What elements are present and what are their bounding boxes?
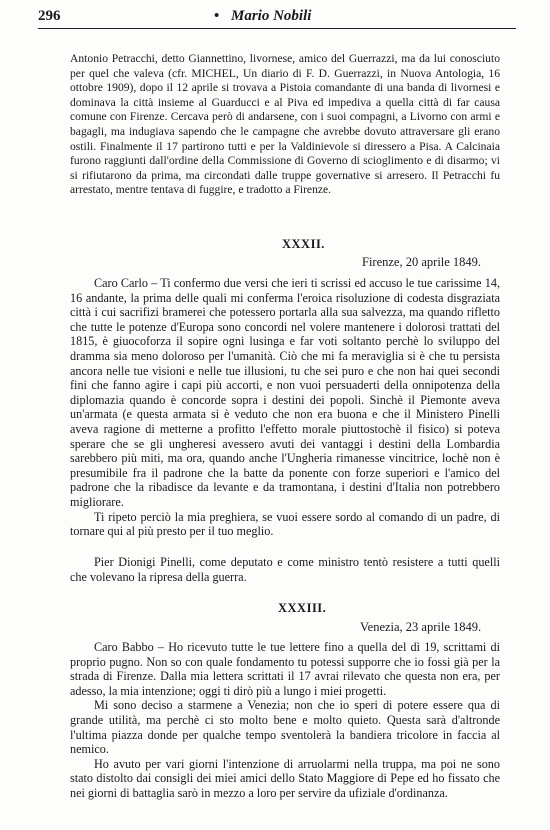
interlude-paragraph: Pier Dionigi Pinelli, come deputato e come ministro tentò resistere a tutti quelli che volevano la ripresa della guerra.: [70, 555, 500, 584]
page-number: 296: [38, 8, 61, 24]
page-header: [38, 6, 516, 29]
letter-number: XXXII.: [282, 237, 325, 251]
footnote-paragraph: Antonio Petracchi, detto Giannettino, livornese, amico del Guerrazzi, ma da lui conosciuto per quel che valeva (cfr. MICHEL, Un diario di F. D. Guerrazzi, in Nuova Antologia, 16 ottobre 1909), dopo il 12 aprile si trovava a Pistoia comandante di una banda di livornesi e dominava la città insieme al Guarducci e al Piva ed impediva a quella città di far causa comune con Firenze. Cercava però di andarsene, con i suoi compagni, a Livorno con armi e bagagli, ma indugiava sapendo che le campagne che avrebbe dovuto attraversare gli erano ostili. Finalmente il 17 partirono tutti e per la Valdinievole si diressero a Pisa. A Calcinaia furono raggiunti dall'ordine della Commissione di Governo di scioglimento e di disarmo; vi si rifiutarono da prima, ma circondati dalle truppe governative si arresero. Il Petracchi fu arrestato, mentre tentava di fuggire, e tradotto a Firenze.: [70, 52, 500, 197]
footnote-block: [70, 52, 500, 198]
header-bullet: •: [214, 8, 220, 24]
letter-paragraph: Caro Carlo – Ti confermo due versi che ieri ti scrissi ed accuso le tue carissime 14, 16 andante, la prima delle quali mi conferma l'eroica risoluzione di codesta disgraziata città i cui sacrifizi bramerei che potessero portarla alla sua salvezza, ma quando rifletto che tutte le potenze d'Europa sono concordi nel volere mantenere i dolorosi trattati del 1815, è giuocoforza il sopire ogni lusinga e far voti soltanto perchè lo sviluppo del dramma sia meno doloroso per l'umanità. Ciò che mi fa meraviglia si è che tu persista ancora nelle tue visioni e nelle tue illusioni, tu che sei puro e che non hai quei secondi fini che fanno agire i capi più accorti, e non vuoi persuaderti della onnipotenza della diplomazia quando è concorde sopra i destini dei popoli. Sinchè il Piemonte aveva un'armata (e questa armata si è veduto che non era buona e che il Ministero Pinelli aveva ragione di metterne a profitto l'effetto morale piuttostochè il fisico) si poteva sperare che se gli ungheresi avessero avuti dei vantaggi i destini della Lombardia sarebbero più miti, ma ora, quando anche l'Ungheria rimanesse vincitrice, lochè non è presumibile fra il padrone che la batte da ponente con forze superiori e l'amico del padrone che la ribadisce da levante e da tramontana, i destini d'Italia non potrebbero migliorare.: [70, 276, 500, 509]
letter-number: XXXIII.: [278, 601, 327, 615]
letter-body: [70, 640, 500, 801]
letter-paragraph: Caro Babbo – Ho ricevuto tutte le tue lettere fino a quella del dì 19, scrittami di proprio pugno. Non so con quale fondamento tu potessi supporre che io fossi già per la strada di Firenze. Dalla mia lettera scrittati il 17 avrai rilevato che questa non era, per adesso, la mia intenzione; oggi ti dirò più a lungo i miei progetti.: [70, 640, 500, 698]
letter-paragraph: Ho avuto per vari giorni l'intenzione di arruolarmi nella truppa, ma poi ne sono stato distolto dai consigli dei miei amici dello Stato Maggiore di Pepe ed ho fissato che nei giorni di battaglia sarò in mezzo a loro per servire da ufiziale d'ordinanza.: [70, 756, 500, 800]
letter-dateline: Firenze, 20 aprile 1849.: [362, 255, 482, 269]
letter-body: [70, 276, 500, 539]
letter-paragraph: Mi sono deciso a starmene a Venezia; non che io speri di potere essere qua di grande utilità, ma perchè ci sto molto bene e molto quieto. Questa sarà d'altronde l'ultima piazza donde per qualche tempo sventolerà la bandiera tricolore in faccia al nemico.: [70, 698, 500, 757]
running-title: Mario Nobili: [231, 8, 312, 24]
interlude-block: [70, 555, 500, 584]
letter-paragraph: Ti ripeto perciò la mia preghiera, se vuoi essere sordo al comando di un padre, di tornare qui al più presto per il tuo meglio.: [70, 509, 500, 539]
letter-dateline: Venezia, 23 aprile 1849.: [360, 620, 482, 634]
